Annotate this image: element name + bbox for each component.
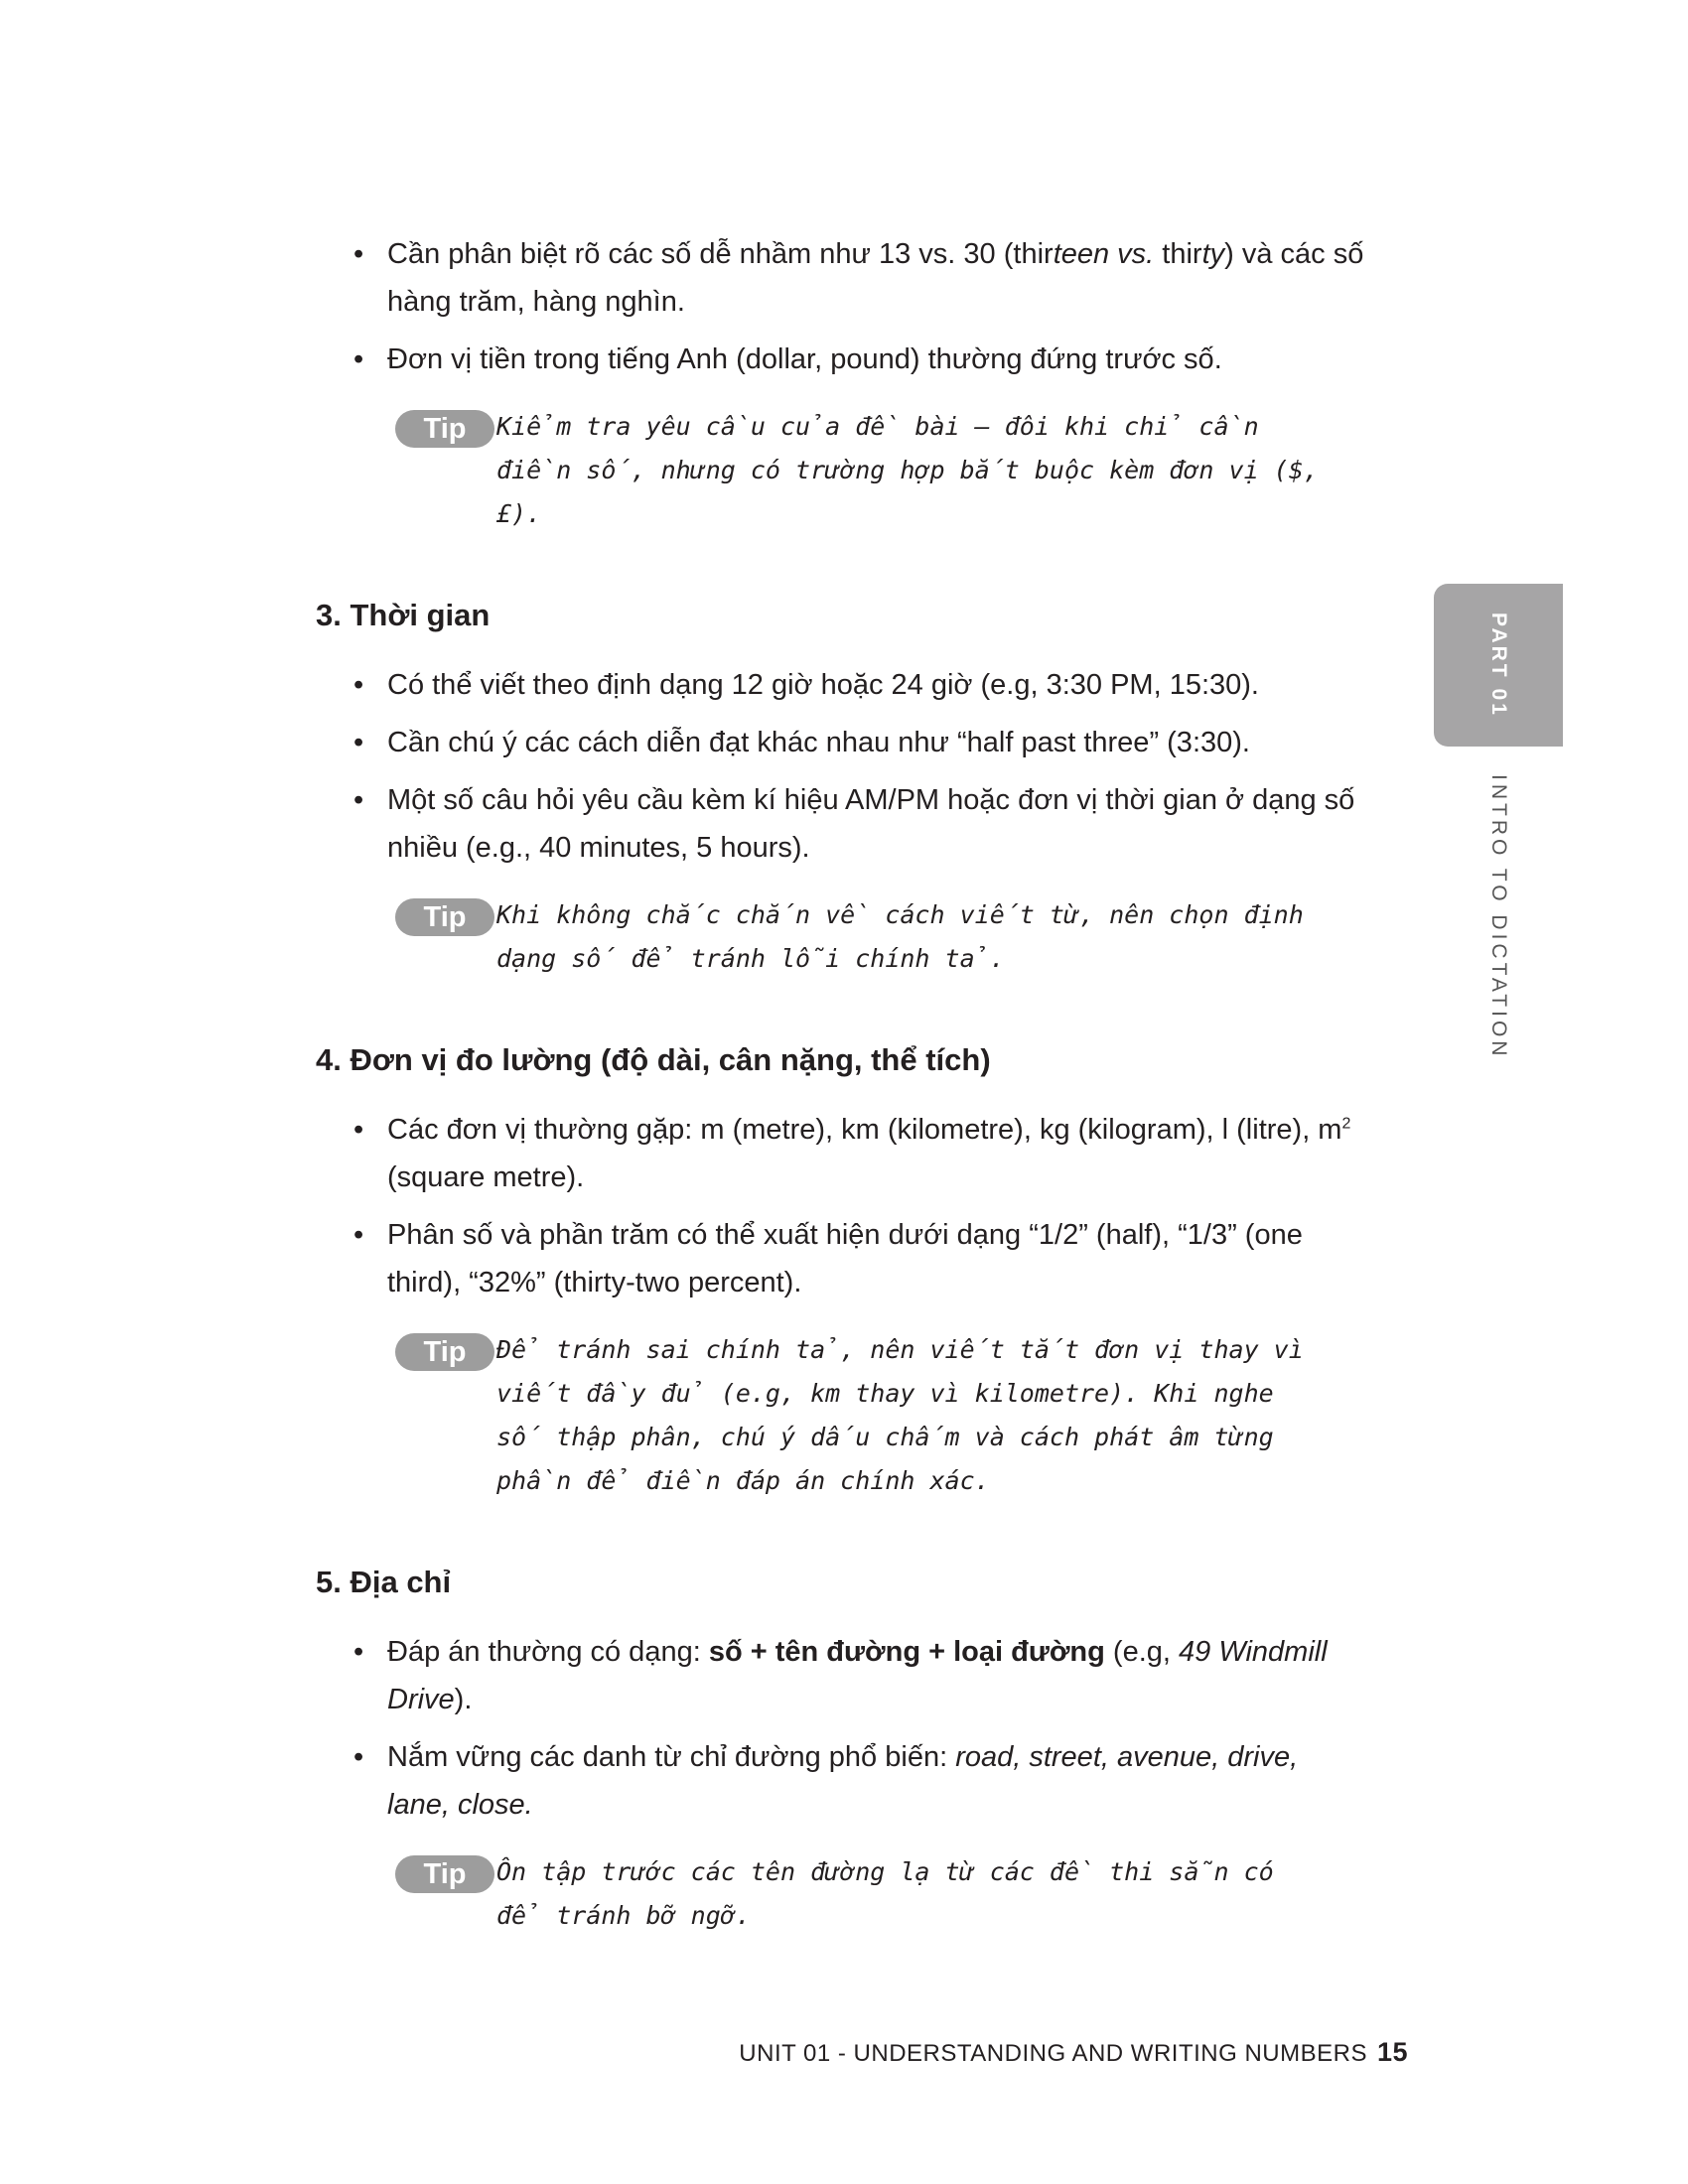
list-item: • Một số câu hỏi yêu cầu kèm kí hiệu AM/PM hoặc đơn vị thời gian ở dạng số nhiều (e.g., 40 minutes, 5 hours). (316, 776, 1368, 872)
side-tab-label: PART 01 (1487, 613, 1510, 718)
list-item: • Cần phân biệt rõ các số dễ nhầm như 13 vs. 30 (thirteen vs. thirty) và các số hàng trăm, hàng nghìn. (316, 230, 1368, 326)
tip-badge: Tip (395, 898, 494, 936)
tip-text: Khi không chắc chắn về cách viết từ, nên chọn định dạng số để tránh lỗi chính tả. (496, 900, 1304, 973)
page-footer (739, 2037, 1408, 2068)
tip-text: Kiểm tra yêu cầu của đề bài – đôi khi chỉ cần điền số, nhưng có trường hợp bắt buộc kèm đơn vị ($, £). (496, 412, 1319, 528)
list-item: • Cần chú ý các cách diễn đạt khác nhau như “half past three” (3:30). (316, 719, 1368, 766)
tip-text: Ôn tập trước các tên đường lạ từ các đề thi sẵn có để tránh bỡ ngỡ. (496, 1857, 1274, 1930)
tip-time (387, 893, 1321, 981)
tip-text: Để tránh sai chính tả, nên viết tắt đơn vị thay vì viết đầy đủ (e.g, km thay vì kilometre). Khi nghe số thập phân, chú ý dấu chấm và cách phát âm từng phần để điền đáp án chính xác. (496, 1335, 1304, 1495)
tip-money (387, 405, 1321, 536)
page-number: 15 (1376, 2037, 1408, 2067)
list-item: • Phân số và phần trăm có thể xuất hiện dưới dạng “1/2” (half), “1/3” (one third), “32%” (thirty-two percent). (316, 1211, 1368, 1306)
bullet-list (316, 661, 1368, 872)
section-title: 3. Thời gian (316, 598, 491, 632)
list-item: • Đáp án thường có dạng: số + tên đường + loại đường (e.g, 49 Windmill Drive). (316, 1628, 1368, 1723)
bullet-list (316, 1106, 1368, 1306)
section-time (316, 596, 1368, 981)
side-section-label: INTRO TO DICTATION (1487, 774, 1510, 1060)
list-item: • Nắm vững các danh từ chỉ đường phổ biến: road, street, avenue, drive, lane, close. (316, 1733, 1368, 1829)
list-item: • Có thể viết theo định dạng 12 giờ hoặc 24 giờ (e.g, 3:30 PM, 15:30). (316, 661, 1368, 709)
footer-unit: UNIT 01 - UNDERSTANDING AND WRITING NUMBERS (739, 2040, 1367, 2067)
list-item: • Đơn vị tiền trong tiếng Anh (dollar, pound) thường đứng trước số. (316, 336, 1368, 383)
tip-badge: Tip (395, 410, 494, 448)
tip-address (387, 1850, 1321, 1938)
intro-bullet-list (316, 230, 1368, 383)
section-address (316, 1563, 1368, 1938)
page-content (316, 230, 1368, 1938)
section-measurement (316, 1040, 1368, 1503)
tip-badge: Tip (395, 1855, 494, 1893)
tip-badge: Tip (395, 1333, 494, 1371)
tip-measurement (387, 1328, 1321, 1503)
bullet-list (316, 1628, 1368, 1829)
section-title: 5. Địa chỉ (316, 1565, 452, 1599)
section-title: 4. Đơn vị đo lường (độ dài, cân nặng, thể tích) (316, 1042, 991, 1077)
list-item: • Các đơn vị thường gặp: m (metre), km (kilometre), kg (kilogram), l (litre), $m^2$ (square metre). (316, 1106, 1368, 1201)
